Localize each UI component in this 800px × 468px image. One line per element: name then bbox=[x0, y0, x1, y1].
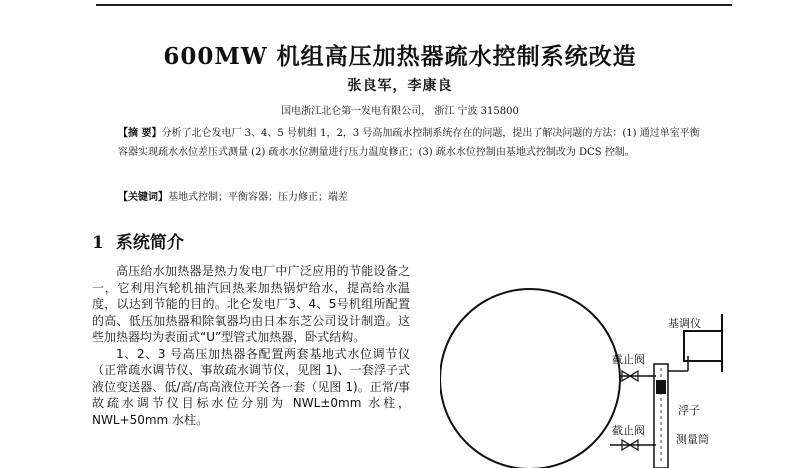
controller-box bbox=[684, 331, 722, 361]
abstract bbox=[118, 124, 708, 162]
keywords bbox=[118, 188, 708, 203]
label-measuring-tube: 测量筒 bbox=[676, 433, 709, 446]
section-number: 1 bbox=[92, 233, 104, 253]
label-valve-top: 截止阀 bbox=[612, 353, 645, 366]
section-title: 系统简介 bbox=[115, 233, 184, 253]
keywords-label: 【关键词】 bbox=[118, 192, 168, 203]
paragraph-2: 1、2、3 号高压加热器各配置两套基地式水位调节仪（正常疏水调节仪、事故疏水调节仪，见图 1)、一套浮子式液位变送器、低/高/高高液位开关各一套（见图 1)。正常/事故疏水调节仪目标水位分别为 NWL±0mm 水柱，NWL+50mm 水柱。 bbox=[92, 346, 410, 427]
float-icon bbox=[656, 380, 666, 394]
label-valve-bottom: 截止阀 bbox=[612, 424, 645, 437]
authors: 张良军，李康良 bbox=[347, 78, 453, 94]
section-heading bbox=[92, 228, 184, 253]
label-float: 浮子 bbox=[678, 404, 700, 417]
paper-title: 600MW 机组高压加热器疏水控制系统改造 bbox=[163, 43, 637, 70]
heater-vessel bbox=[440, 289, 620, 468]
paragraph-1: 高压给水加热器是热力发电厂中广泛应用的节能设备之一，它利用汽轮机抽汽回热来加热锅炉给水，提高给水温度，以达到节能的目的。北仑发电厂3、4、5号机组所配置的高、低压加热器和除氧器均由日本东芝公司设计制造。这些加热器均为表面式“U”型管式加热器，卧式结构。 bbox=[92, 264, 410, 344]
affiliation: 国电浙江北仑第一发电有限公司， 浙江 宁波 315800 bbox=[281, 106, 519, 117]
abstract-label: 【摘 要】 bbox=[118, 128, 162, 139]
keywords-text: 基地式控制；平衡容器；压力修正；端差 bbox=[168, 192, 348, 203]
header-rule bbox=[96, 4, 732, 6]
abstract-text: 分析了北仑发电厂 3、4、5 号机组 1，2，3 号高加疏水控制系统存在的问题，提出了解决问题的方法：(1) 通过单室平衡容器实现疏水水位差压式测量 (2) 疏水水位测量进行压力温度修正；(3) 疏水水位控制由基地式控制改为 DCS 控制。 bbox=[118, 128, 700, 158]
label-controller: 基调仪 bbox=[668, 317, 701, 330]
figure-1-diagram bbox=[440, 268, 740, 468]
body-text bbox=[92, 263, 410, 428]
